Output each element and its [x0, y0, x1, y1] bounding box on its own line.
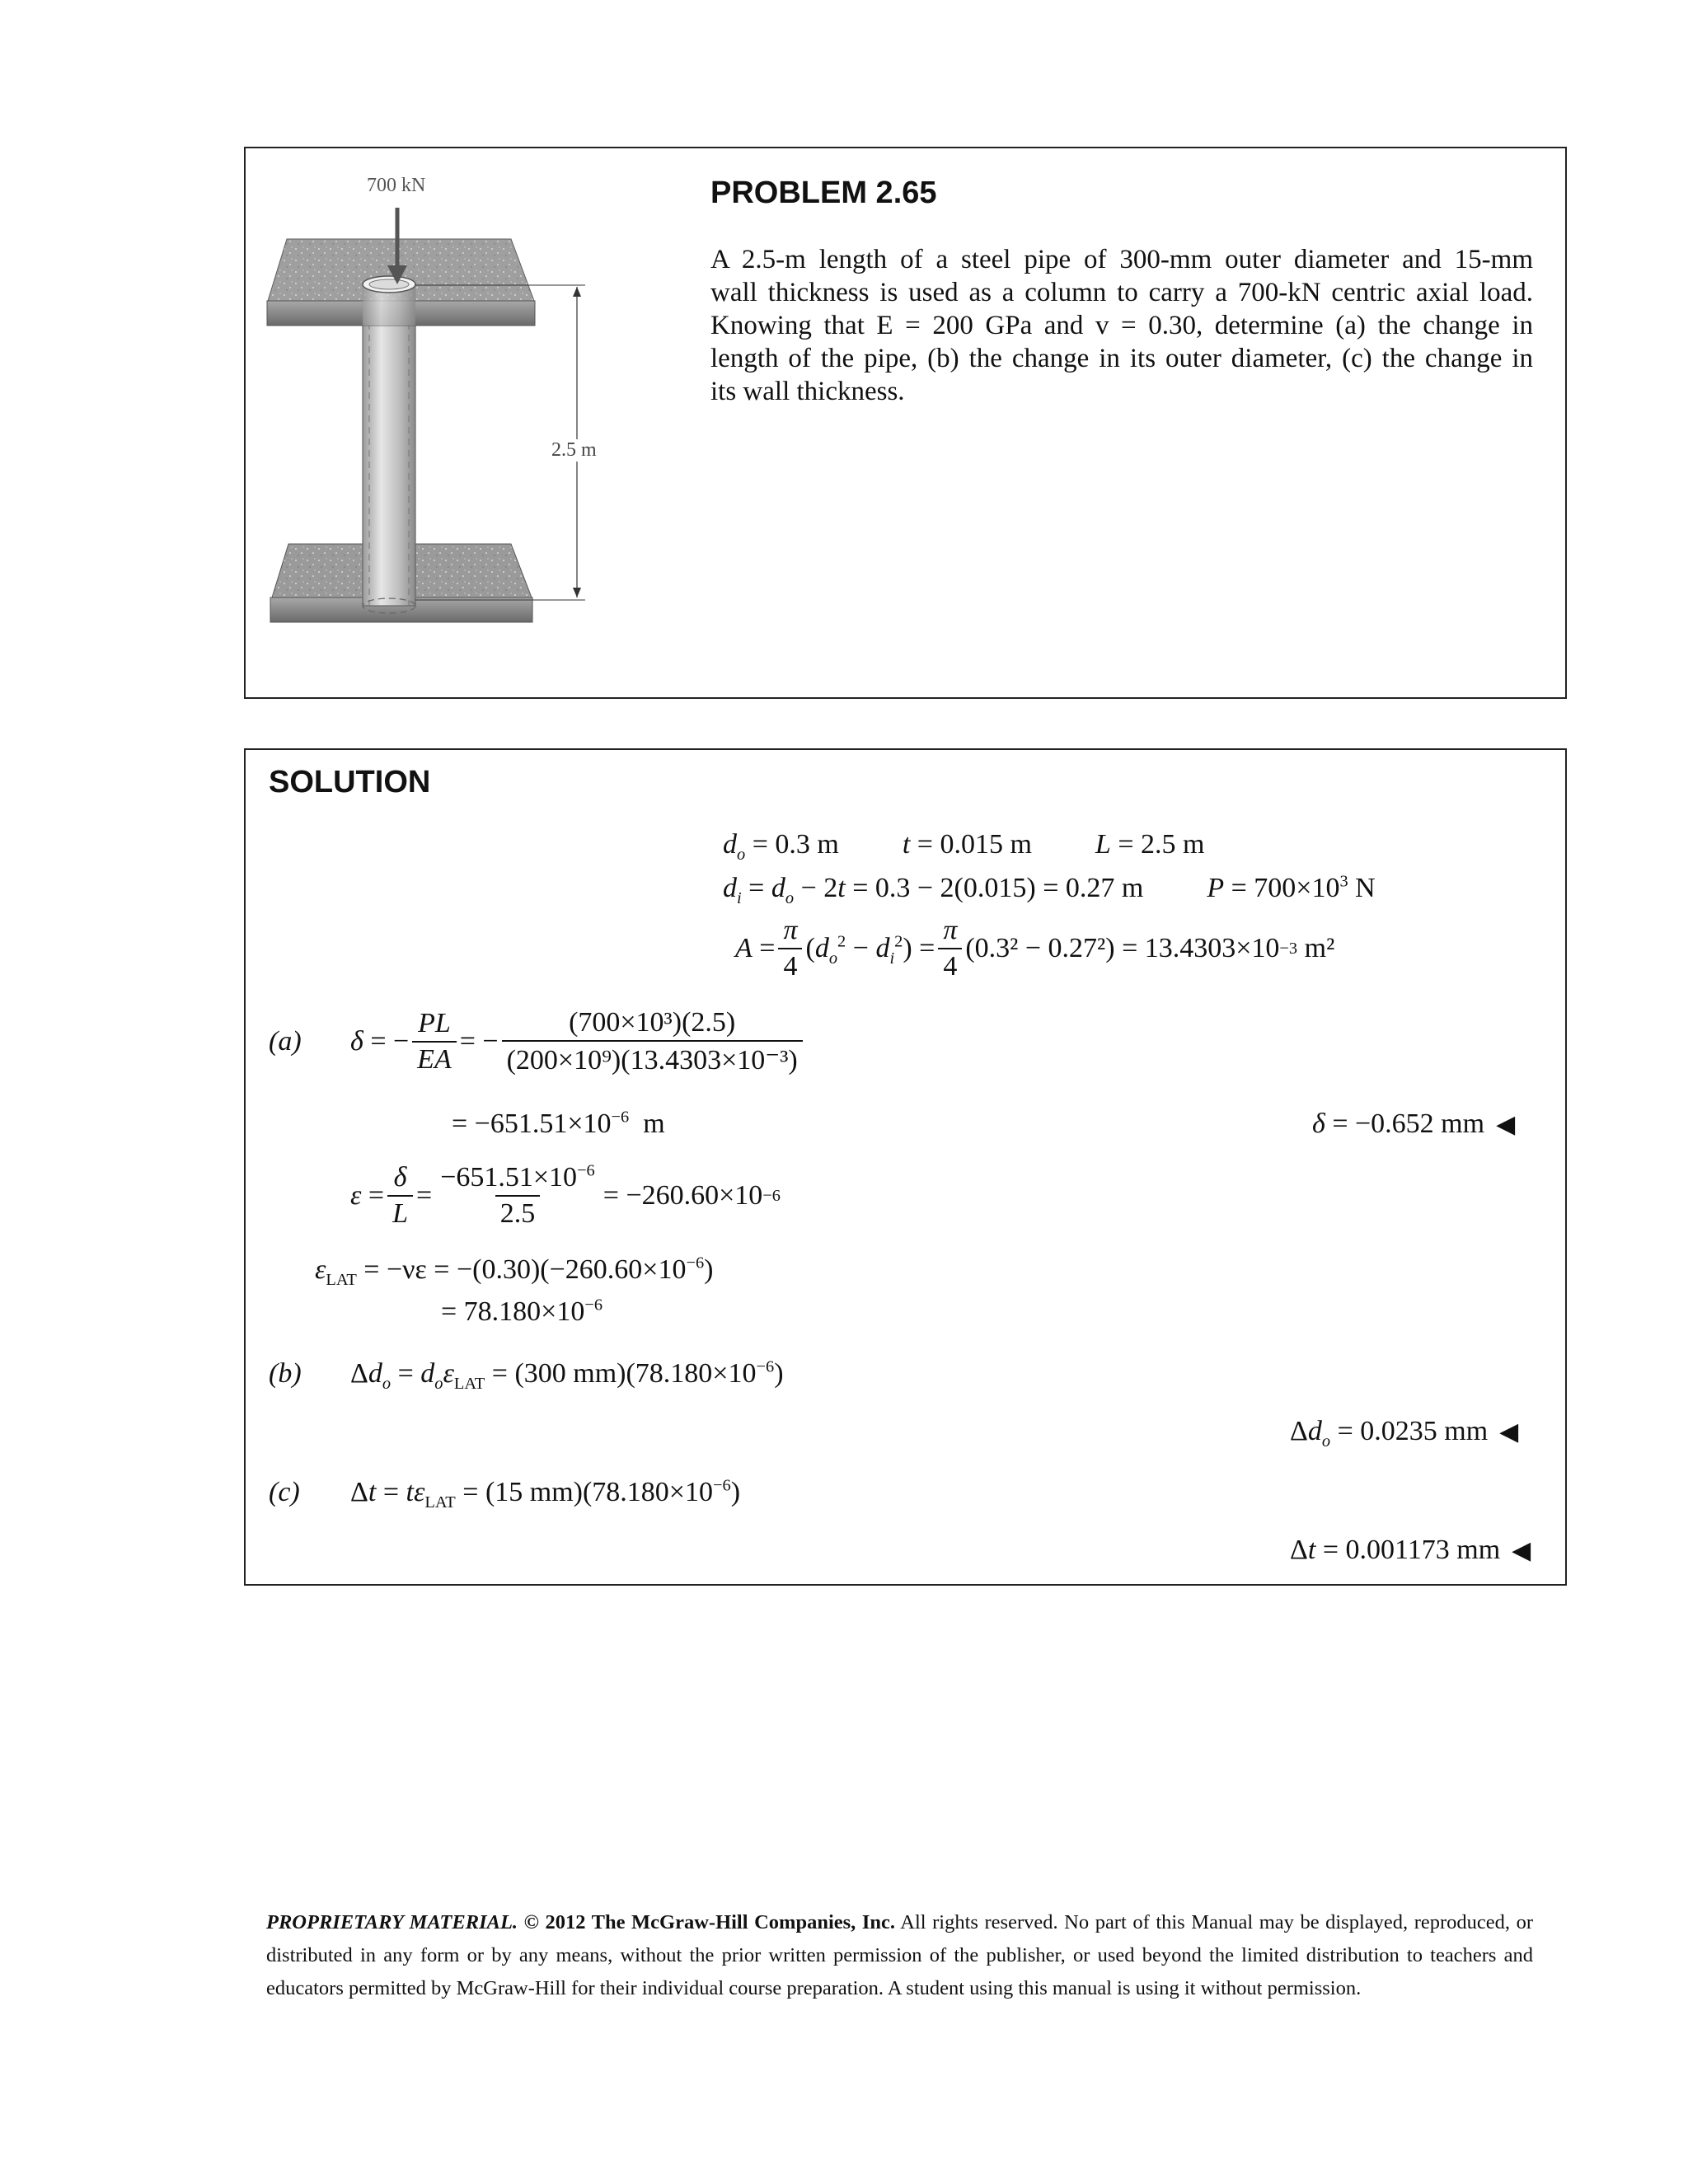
- given-line-2: $d_i = d_o - 2t = 0.3 - 2(0.015) = 0.27$ m $P = 700\times 10^3$ N: [723, 872, 1376, 907]
- part-c-label: (c): [269, 1477, 300, 1507]
- delta-result-value: = −651.51×10: [452, 1108, 612, 1139]
- footer-proprietary: PROPRIETARY MATERIAL.: [266, 1911, 518, 1933]
- part-b-expression-value: = (300 mm)(78.180×10: [491, 1358, 757, 1389]
- answer-c-value: = 0.001173 mm: [1322, 1535, 1501, 1565]
- lateral-strain-value: = 78.180×10: [441, 1296, 585, 1327]
- strain-formula: ε = $\frac{\delta}{L}$ = $\frac{-651.51\times 10^{-6}}{2.5}$ = −260.60×10 −6: [350, 1161, 781, 1229]
- problem-statement: [710, 243, 1533, 408]
- answer-b: $\Delta d_o = 0.0235$ mm ◀: [1290, 1416, 1519, 1451]
- answer-marker-icon: ◀: [1496, 1111, 1516, 1138]
- problem-line: wall thickness is used as a column to carry a 700-kN centric axial load.: [710, 278, 1533, 307]
- lateral-strain-value-exponent: −6: [584, 1296, 603, 1315]
- delta-formula: δ = − $\frac{PL}{EA}$ = − $\frac{\text{(700×10³)(2.5)}}{\text{(200×10⁹)(13.4303×10⁻³)}}$: [350, 1007, 806, 1076]
- problem-line: its wall thickness.: [710, 377, 905, 406]
- area-expression: (0.3² − 0.27²) = 13.4303×10: [965, 933, 1280, 963]
- part-b-expression: $\Delta d_o = d_o\varepsilon_{LAT} = (300$ $mm)(78.180\times 10^{-6})$: [350, 1357, 784, 1393]
- footer-text: All rights reserved. No part of this Manual may be displayed, reproduced, or distributed in any form or by any means, without the prior written permission of the publisher, or used beyond the limited distribution to teachers and educators permitted by McGraw-Hill for their individual course preparation. A student using this manual is using it without permission.: [266, 1911, 1534, 1999]
- problem-line: A 2.5-m length of a steel pipe of 300-mm outer diameter and 15-mm: [710, 245, 1533, 274]
- given-line-1: $d_o = 0.3$ m t = 0.015 m L = 2.5 m: [723, 829, 1205, 864]
- part-b-exponent: −6: [756, 1357, 775, 1376]
- strain-result: = −260.60×10: [603, 1180, 763, 1211]
- area-line: A = $\frac{\pi}{4}$ $(d_o^2 - d_i^2)$ = $\frac{\pi}{4}$ (0.3² − 0.27²) = 13.4303×10 −3 m²: [735, 915, 1335, 982]
- lateral-strain-exponent: −6: [686, 1254, 705, 1272]
- problem-line: Knowing that E = 200 GPa and v = 0.30, determine (a) the change in: [710, 311, 1533, 340]
- P-unit: N: [1355, 873, 1376, 903]
- answer-b-value: = 0.0235 mm: [1337, 1416, 1489, 1446]
- do-value: = 0.3 m: [752, 829, 839, 860]
- P-value: = 700×10: [1231, 873, 1340, 903]
- lateral-strain-result: [441, 1296, 603, 1328]
- area-unit: m²: [1304, 933, 1335, 963]
- lateral-strain-expression: = −νε = −(0.30)(−260.60×10: [363, 1254, 687, 1285]
- L-value: = 2.5 m: [1118, 829, 1205, 860]
- delta-denominator: (200×10⁹)(13.4303×10⁻³): [502, 1040, 803, 1076]
- pipe-column-figure: [247, 165, 643, 676]
- delta-result-unit: m: [643, 1108, 665, 1139]
- answer-marker-icon: ◀: [1512, 1537, 1531, 1564]
- delta-result: [452, 1108, 665, 1140]
- solution-heading: SOLUTION: [269, 765, 431, 799]
- answer-marker-icon: ◀: [1499, 1418, 1519, 1446]
- delta-numerator: (700×10³)(2.5): [569, 1007, 736, 1038]
- problem-title: PROBLEM 2.65: [710, 176, 937, 210]
- answer-a-value: = −0.652 mm: [1332, 1108, 1485, 1139]
- strain-numerator-exponent: −6: [577, 1161, 595, 1180]
- part-c-expression-value: = (15 mm)(78.180×10: [462, 1477, 713, 1507]
- answer-a: δ = −0.652 mm ◀: [1312, 1108, 1516, 1139]
- part-c-exponent: −6: [712, 1476, 731, 1495]
- lateral-strain-line: $\varepsilon_{LAT} = -\nu\varepsilon = -(0.30)(-260.60\times 10^{-6})$: [315, 1254, 714, 1289]
- problem-line: length of the pipe, (b) the change in its outer diameter, (c) the change in: [710, 344, 1533, 373]
- strain-denominator: 2.5: [495, 1195, 541, 1230]
- P-exponent: 3: [1339, 872, 1348, 891]
- length-label: 2.5 m: [548, 439, 600, 462]
- strain-numerator: −651.51×10: [440, 1162, 578, 1193]
- part-a-label: (a): [269, 1026, 302, 1057]
- footer-copyright: © 2012 The McGraw-Hill Companies, Inc.: [523, 1911, 896, 1933]
- di-expression: = 0.3 − 2(0.015) = 0.27 m: [852, 873, 1144, 903]
- t-value: = 0.015 m: [917, 829, 1032, 860]
- part-b-label: (b): [269, 1358, 302, 1389]
- answer-c: Δt = 0.001173 mm ◀: [1290, 1535, 1531, 1565]
- copyright-footer: [266, 1906, 1533, 2005]
- delta-result-exponent: −6: [611, 1108, 630, 1127]
- part-c-expression: $\Delta t = t\varepsilon_{LAT} = (15$ $mm)(78.180\times 10^{-6})$: [350, 1476, 741, 1511]
- load-label: 700 kN: [367, 175, 426, 196]
